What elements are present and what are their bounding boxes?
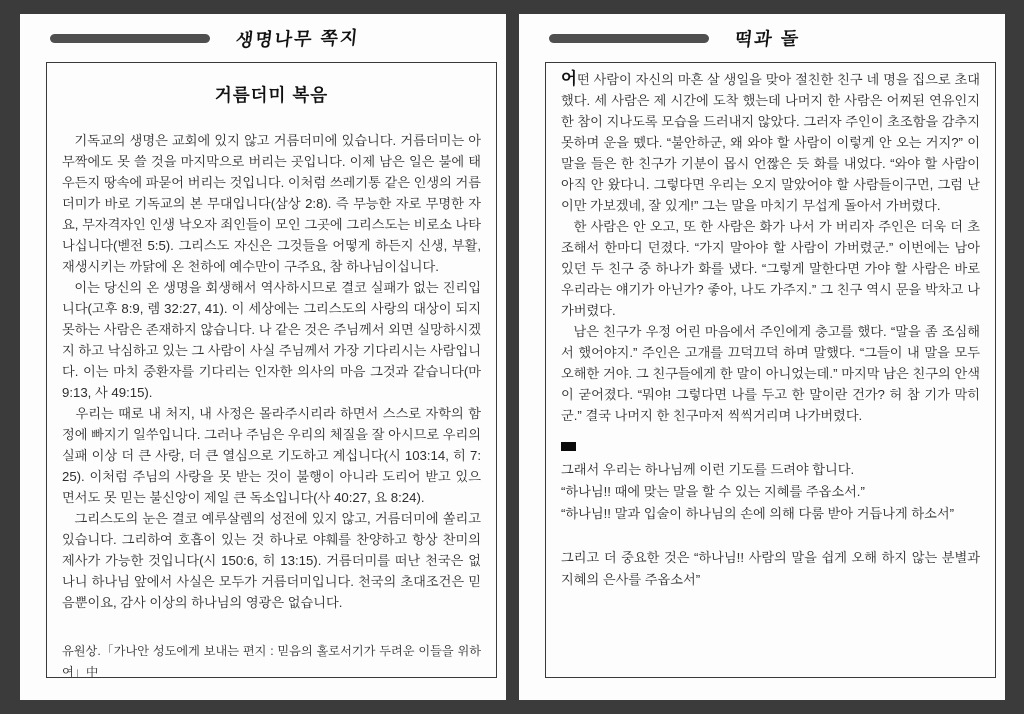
left-article-box bbox=[46, 62, 497, 678]
right-page-header bbox=[519, 14, 1005, 62]
left-paragraph-3: 우리는 때로 내 처지, 내 사정은 몰라주시리라 하면서 스스로 자학의 함정에 빠지기 일쑤입니다. 그러나 주님은 우리의 체질을 잘 아시므로 우리의 실패 이상 더 큰 사랑, 더 큰 열심으로 기도하고 계십니다(시 103:14, 히 7:25). 이처럼 주님의 사랑을 못 받는 것이 불행이 아니라 도리어 받고 있으면서도 못 믿는 불신앙이 제일 큰 독소입니다(사 40:27, 요 8:24). bbox=[62, 406, 481, 505]
square-bullet-icon bbox=[561, 442, 576, 451]
right-article-box bbox=[545, 62, 996, 678]
left-page-header-title: 생명나무 쪽지 bbox=[234, 27, 361, 51]
right-paragraph-1-text: 떤 사람이 자신의 마흔 살 생일을 맞아 절친한 친구 네 명을 집으로 초대했다. 세 사람은 제 시간에 도착 했는데 나머지 한 사람은 어찌된 연유인지 한 참이 지나도록 모습을 드러내지 않았다. 그러자 주인이 초조함을 감추지 못하며 운을 뗐다. “불안하군, 왜 와야 할 사람이 이렇게 안 오는 거지?” 이 말을 들은 한 친구가 기분이 몹시 언짢은 듯 화를 내었다. “와야 할 사람이 아직 안 왔다니. 그렇다면 우리는 오지 말았어야 할 사람들이구먼, 그럼 난 이만 가보겠네, 잘 있게!” 그는 말을 마치기 무섭게 돌아서 가버렸다. bbox=[561, 72, 980, 213]
prayer-line-1: “하나님!! 때에 맞는 말을 할 수 있는 지혜를 주옵소서.” bbox=[561, 484, 865, 499]
header-bar-icon bbox=[549, 34, 709, 43]
header-bar-icon bbox=[50, 34, 210, 43]
right-paragraph-3: 남은 친구가 우정 어린 마음에서 주인에게 충고를 했다. “말을 좀 조심해서 했어야지.” 주인은 고개를 끄덕끄덕 하며 말했다. “그들이 내 말을 모두 오해한 거야. 그 친구들에게 한 말이 아니었는데.” 마지막 남은 친구의 안색이 굳어졌다. “뭐야! 그렇다면 나를 두고 한 말이란 건가? 허 참 기가 막히군.” 결국 나머지 한 친구마저 씩씩거리며 나가버렸다. bbox=[561, 324, 981, 423]
right-page bbox=[519, 14, 1005, 700]
right-paragraph-1 bbox=[561, 69, 980, 216]
right-page-header-title: 떡과 돌 bbox=[733, 28, 802, 50]
left-paragraph-1: 기독교의 생명은 교회에 있지 않고 거름더미에 있습니다. 거름더미는 아무짝에도 못 쓸 것을 마지막으로 버리는 곳입니다. 이제 남은 일은 불에 태우든지 땅속에 파묻어 버리는 것입니다. 이처럼 쓰레기통 같은 인생의 거름더미가 바로 기독교의 본 무대입니다(삼상 2:8). 즉 무능한 자로 무명한 자요, 무자격자인 인생 낙오자 죄인들이 모인 그곳에 그리스도는 비로소 나타나십니다(벧전 5:5). 그리스도 자신은 그것들을 어떻게 하든지 신생, 부활, 재생시키는 까닭에 온 천하에 예수만이 구주요, 참 하나님이십니다. bbox=[62, 133, 481, 274]
left-page-header bbox=[20, 14, 506, 62]
lead-char: 어 bbox=[561, 70, 577, 88]
left-paragraph-2: 이는 당신의 온 생명을 회생해서 역사하시므로 결코 실패가 없는 진리입니다(고후 8:9, 렘 32:27, 41). 이 세상에는 그리스도의 사랑의 대상이 되지 못하는 사람은 존재하지 않습니다. 나 같은 것은 주님께서 외면 실망하시겠지 하고 낙심하고 있는 그 사람이 사실 주님께서 가장 기다리시는 사람입니다. 이는 마치 중환자를 기다리는 인자한 의사의 마음 그것과 같습니다(마 9:13, 사 49:15). bbox=[62, 280, 481, 400]
source-attribution: 유원상.「가나안 성도에게 보내는 편지 : 믿음의 홀로서기가 두려운 이들을 위하여」中 bbox=[62, 644, 481, 678]
closing-paragraph: 그리고 더 중요한 것은 “하나님!! 사람의 말을 쉽게 오해 하지 않는 분별과 지혜의 은사를 주옵소서” bbox=[561, 550, 980, 587]
right-paragraph-2: 한 사람은 안 오고, 또 한 사람은 화가 나서 가 버리자 주인은 더욱 더 초조해서 한마디 던졌다. “가지 말아야 할 사람이 가버렸군.” 이번에는 남아 있던 두 친구 중 하나가 화를 냈다. “그렇게 말한다면 가야 할 사람은 바로 우리라는 얘기가 아닌가? 좋아, 나도 가주지.” 그 친구 역시 문을 박차고 나가버렸다. bbox=[561, 219, 980, 318]
left-page bbox=[20, 14, 506, 700]
left-paragraph-4: 그리스도의 눈은 결코 예루살렘의 성전에 있지 않고, 거름더미에 쏠리고 있습니다. 그리하여 호흡이 있는 것 하나로 야훼를 찬양하고 항상 찬미의 제사가 가능한 것입니다(시 150:6, 히 13:15). 거름더미를 떠난 천국은 없나니 하나님 앞에서 사실은 모두가 거름더미입니다. 천국의 초대조건은 믿음뿐이요, 감사 이상의 하나님의 영광은 없습니다. bbox=[62, 511, 481, 610]
prayer-intro: 그래서 우리는 하나님께 이런 기도를 드려야 합니다. bbox=[561, 462, 855, 477]
prayer-line-2: “하나님!! 말과 입술이 하나님의 손에 의해 다룸 받아 거듭나게 하소서” bbox=[561, 506, 955, 521]
article-title: 거름더미 복음 bbox=[214, 85, 329, 105]
